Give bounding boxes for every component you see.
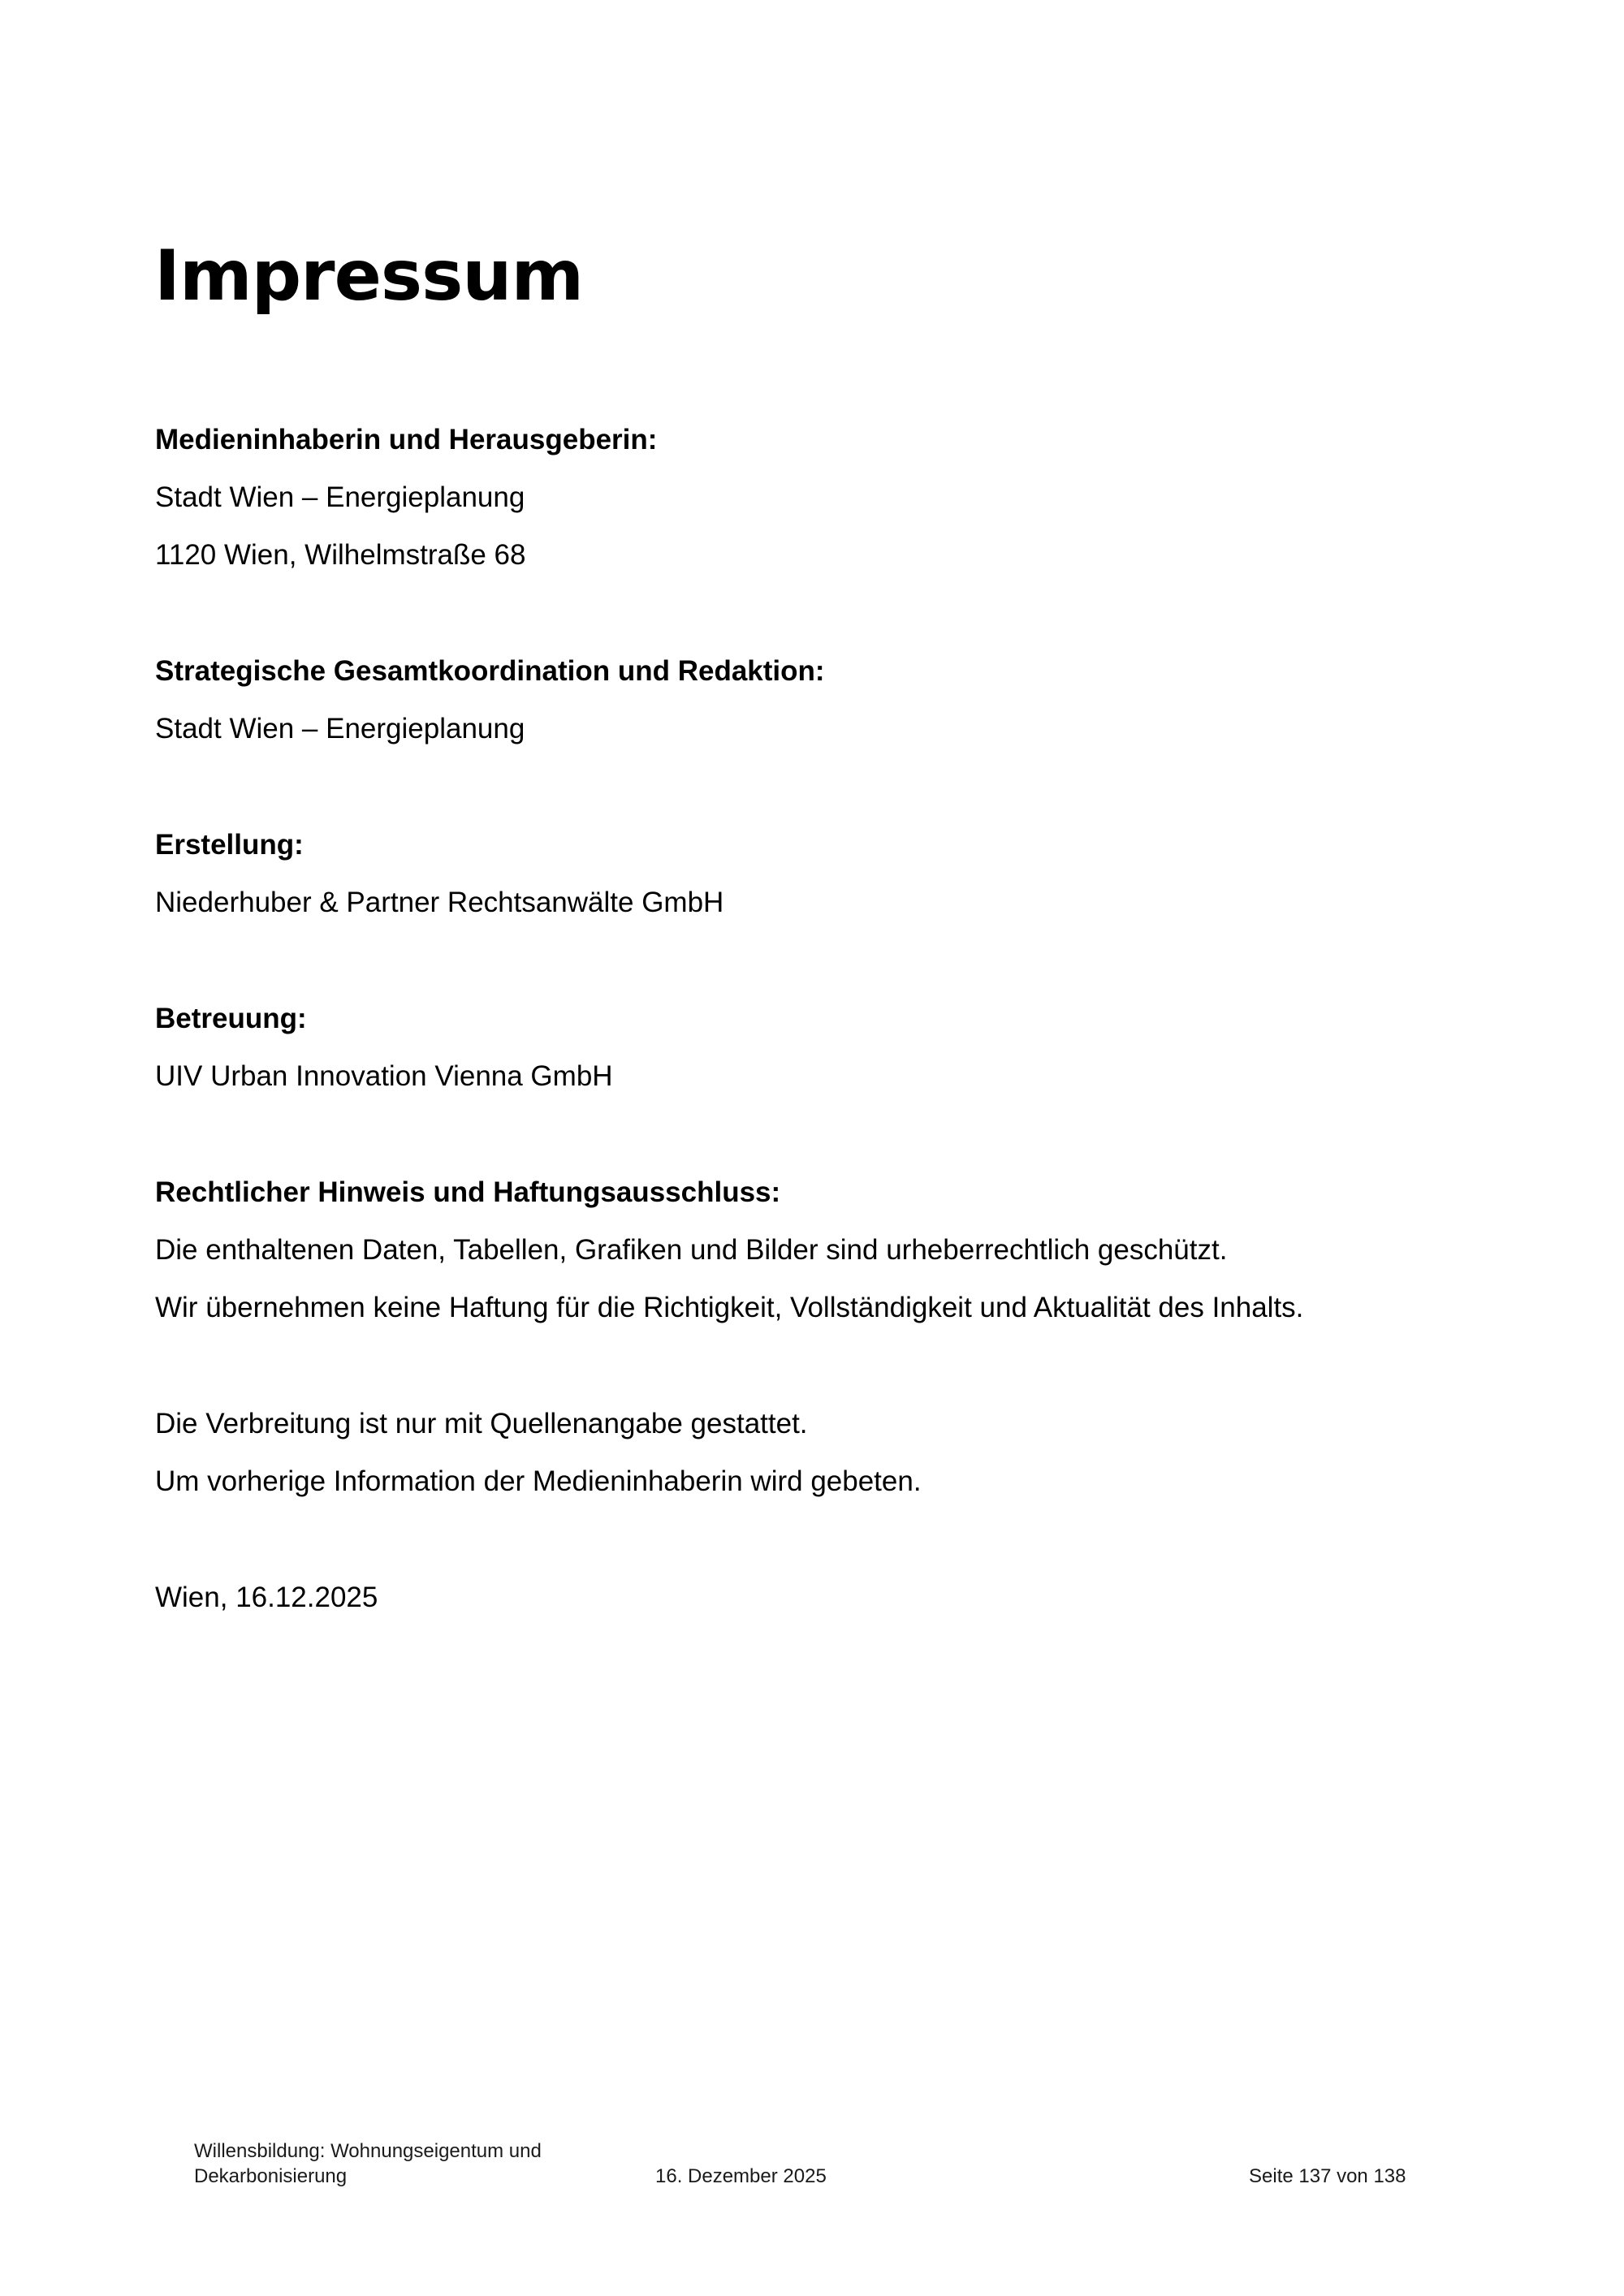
distribution-line-1: Die Verbreitung ist nur mit Quellenangabe gestattet. — [155, 1408, 808, 1439]
support-line-1: UIV Urban Innovation Vienna GmbH — [155, 1060, 613, 1092]
footer-date: 16. Dezember 2025 — [655, 2165, 827, 2187]
footer-document-title-line-1: Willensbildung: Wohnungseigentum und — [194, 2140, 542, 2162]
owner-line-1: Stadt Wien – Energieplanung — [155, 481, 525, 513]
distribution-line-2: Um vorherige Information der Medieninhaberin wird gebeten. — [155, 1465, 922, 1497]
footer-document-title-line-2: Dekarbonisierung — [194, 2165, 348, 2187]
support-heading: Betreuung: — [155, 1003, 307, 1034]
creation-heading: Erstellung: — [155, 829, 304, 861]
page-title: Impressum — [154, 235, 584, 317]
owner-heading: Medieninhaberin und Herausgeberin: — [155, 424, 658, 455]
creation-line-1: Niederhuber & Partner Rechtsanwälte GmbH — [155, 887, 724, 918]
coordination-line-1: Stadt Wien – Energieplanung — [155, 713, 525, 744]
footer-page-info: Seite 137 von 138 — [1249, 2165, 1406, 2187]
legal-heading: Rechtlicher Hinweis und Haftungsausschluss: — [155, 1176, 781, 1208]
legal-line-2: Wir übernehmen keine Haftung für die Richtigkeit, Vollständigkeit und Aktualität des Inhalts. — [155, 1292, 1304, 1323]
coordination-heading: Strategische Gesamtkoordination und Redaktion: — [155, 655, 825, 687]
legal-line-1: Die enthaltenen Daten, Tabellen, Grafiken und Bilder sind urheberrechtlich geschützt. — [155, 1234, 1228, 1266]
place-date: Wien, 16.12.2025 — [155, 1582, 378, 1613]
owner-line-2: 1120 Wien, Wilhelmstraße 68 — [155, 539, 526, 571]
